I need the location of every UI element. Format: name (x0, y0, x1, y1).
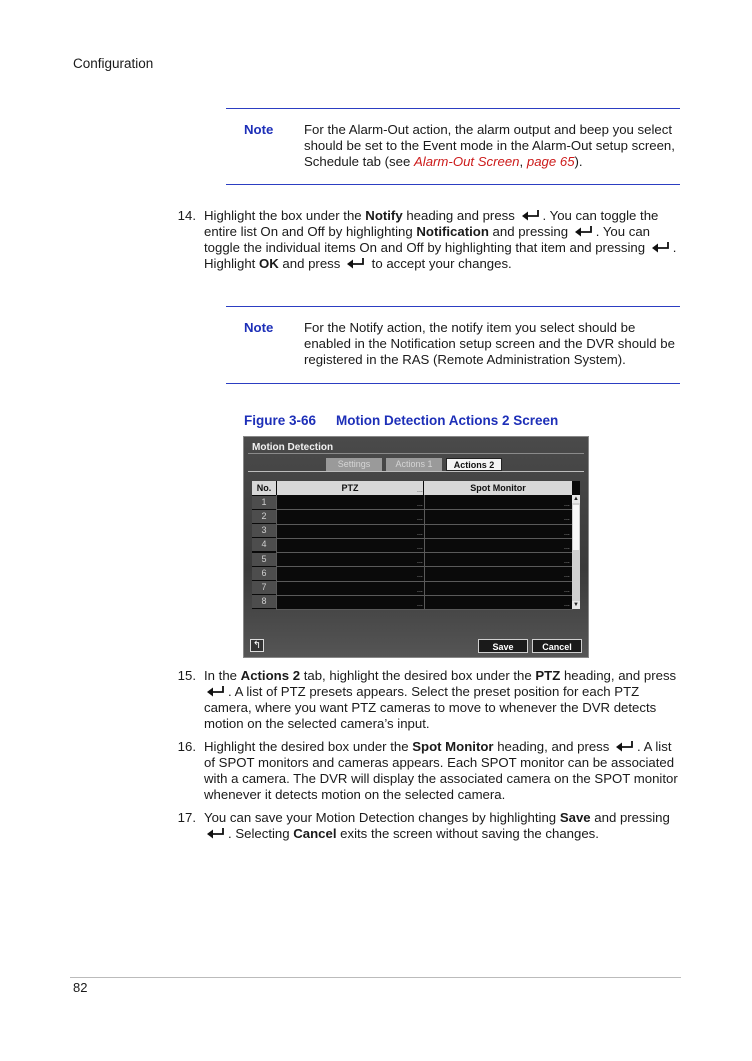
column-header-ptz[interactable]: PTZ (277, 481, 423, 495)
row-number: 4 (252, 538, 276, 551)
enter-key-icon (346, 257, 366, 269)
row-divider (276, 566, 573, 567)
page-number: 82 (73, 980, 88, 995)
step-16-text: Highlight the desired box under the Spot Monitor heading, and press . A list of SPOT monitors and cameras appears. Each SPOT monitor can be associated with a camera. The DVR will display the associated camera on the SPOT monitor whenever it detects motion on the selected camera. (204, 739, 678, 802)
row-number: 3 (252, 524, 276, 537)
spot-monitor-cell[interactable]: ... (564, 529, 570, 537)
motion-detection-screen (243, 436, 589, 658)
screen-title: Motion Detection (252, 442, 334, 453)
step-number: 14. (177, 208, 196, 223)
note-text: For the Notify action, the notify item you select should be enabled in the Notification setup screen and the DVR should be registered in the RAS (Remote Administration System). (304, 320, 675, 367)
note-separator: , (519, 154, 527, 169)
figure-title: Motion Detection Actions 2 Screen (336, 413, 559, 428)
spot-monitor-cell[interactable]: ... (564, 543, 570, 551)
footer-rule (70, 977, 681, 978)
step-number: 17. (177, 810, 196, 825)
step-14-text: Highlight the box under the Notify heading and press . You can toggle the entire list On and Off by highlighting Notification and pressing . You can toggle the individual items On and Off by highlighting that item and pressing . Highlight OK and press to accept your changes. (204, 208, 677, 271)
spot-monitor-cell[interactable]: ... (564, 572, 570, 580)
note-top-rule (226, 108, 680, 109)
row-number: 7 (252, 581, 276, 594)
spot-monitor-cell[interactable]: ... (564, 586, 570, 594)
actions-table (252, 481, 580, 609)
section-header: Configuration (73, 56, 154, 71)
ptz-cell[interactable]: ... (417, 572, 423, 580)
scroll-down-icon[interactable]: ▼ (573, 602, 579, 608)
row-divider (276, 609, 573, 610)
ptz-cell[interactable]: ... (417, 529, 423, 537)
tab-actions-1[interactable]: Actions 1 (386, 458, 442, 471)
ptz-cell[interactable]: ... (417, 558, 423, 565)
row-divider (276, 524, 573, 525)
ptz-cell[interactable]: ... (417, 501, 423, 508)
note-top-rule (226, 306, 680, 307)
column-header-spot-monitor[interactable]: Spot Monitor (424, 481, 572, 495)
enter-key-icon (206, 827, 226, 839)
enter-key-icon (651, 241, 671, 253)
alarm-out-screen-link[interactable]: Alarm-Out Screen (413, 154, 520, 169)
row-number: 1 (252, 496, 276, 509)
note-bottom-rule (226, 184, 680, 185)
ptz-header-dots: ... (417, 487, 423, 494)
step-15-text: In the Actions 2 tab, highlight the desired box under the PTZ heading, and press . A list of PTZ presets appears. Select the preset position for each PTZ camera, where you want PTZ cameras to move to whenever the DVR detects motion on the selected camera’s input. (204, 668, 677, 731)
table-scrollbar[interactable] (572, 495, 580, 609)
tab-actions-2[interactable]: Actions 2 (446, 458, 502, 471)
spot-monitor-cell[interactable]: ... (564, 501, 570, 508)
note-label: Note (244, 122, 274, 137)
note-bottom-rule (226, 383, 680, 384)
row-divider (276, 595, 573, 596)
ptz-cell[interactable]: ... (417, 515, 423, 523)
spot-monitor-cell[interactable]: ... (564, 600, 570, 608)
tab-settings[interactable]: Settings (326, 458, 382, 471)
row-number: 6 (252, 567, 276, 580)
cancel-button[interactable]: Cancel (532, 639, 582, 653)
row-divider (276, 552, 573, 553)
enter-key-icon (574, 225, 594, 237)
tabs-divider (248, 471, 584, 472)
scroll-up-icon[interactable]: ▲ (573, 496, 579, 502)
step-number: 16. (177, 739, 196, 754)
row-divider (276, 538, 573, 539)
enter-key-icon (206, 685, 226, 697)
row-divider (276, 581, 573, 582)
title-divider (248, 453, 584, 454)
enter-key-icon (521, 209, 541, 221)
row-number: 5 (252, 553, 276, 566)
step-17-text: You can save your Motion Detection changes by highlighting Save and pressing . Selecting Cancel exits the screen without saving the changes. (204, 810, 670, 841)
ptz-cell[interactable]: ... (417, 543, 423, 551)
row-number: 8 (252, 595, 276, 608)
ptz-cell[interactable]: ... (417, 600, 423, 608)
spot-monitor-cell[interactable]: ... (564, 558, 570, 565)
note-text-end: ). (574, 154, 583, 169)
row-number: 2 (252, 510, 276, 523)
note-text-body: For the Alarm-Out action, the alarm output and beep you select should be set to the Event mode in the Alarm-Out setup screen, Schedule tab (see (304, 122, 675, 169)
column-header-no: No. (252, 481, 276, 495)
note-label: Note (244, 320, 274, 335)
scroll-thumb[interactable] (573, 505, 579, 550)
page-link[interactable]: page 65 (526, 154, 575, 169)
enter-key-icon (615, 740, 635, 752)
row-divider (276, 509, 573, 510)
ptz-cell[interactable]: ... (417, 586, 423, 594)
figure-number: Figure 3-66 (244, 413, 317, 428)
back-arrow-icon[interactable]: ↰ (250, 639, 264, 652)
note-text (304, 122, 680, 170)
spot-monitor-cell[interactable]: ... (564, 515, 570, 523)
step-number: 15. (177, 668, 196, 683)
save-button[interactable]: Save (478, 639, 528, 653)
